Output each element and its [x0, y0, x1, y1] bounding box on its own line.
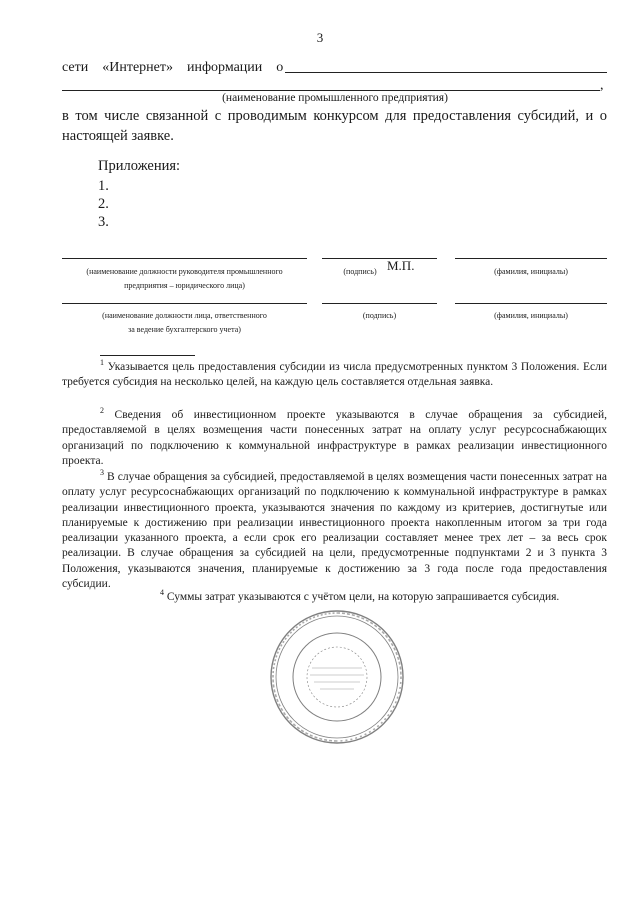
- position-line-2: [62, 303, 307, 304]
- caption-line: за ведение бухгалтерского учета): [128, 325, 241, 334]
- caption-line: (наименование должности руководителя промышленного: [86, 267, 283, 276]
- name-caption-1: (фамилия, инициалы): [494, 267, 568, 276]
- name-line-1: [455, 258, 607, 259]
- intro-word: «Интернет»: [102, 60, 173, 75]
- company-name-blank-1: [285, 60, 607, 73]
- intro-comma: ,: [600, 78, 604, 93]
- footnote-mark: 3: [100, 468, 104, 477]
- intro-word: информации: [186, 60, 263, 75]
- position-caption-1: [62, 265, 307, 293]
- footnote-text: Указывается цель предоставления субсидии из числа предусмотренных пунктом 3 Положения. Если требуется субсидия на несколько целей, на каждую цель составляется отдельная заявка.: [62, 361, 607, 389]
- footnote-1: [62, 360, 607, 391]
- footnote-2: [62, 408, 607, 469]
- attachments-title: Приложения:: [98, 158, 181, 174]
- footnote-4: [62, 590, 607, 605]
- company-name-blank-2: [62, 84, 600, 91]
- attachment-item: 2.: [98, 196, 109, 212]
- signature-caption-1: (подпись): [343, 267, 377, 276]
- footnote-3: [62, 470, 607, 592]
- company-name-caption: (наименование промышленного предприятия): [222, 92, 448, 104]
- footnote-text: Сведения об инвестиционном проекте указываются в случае обращения за субсидией, предоставляемой в целях возмещения части понесенных затрат на оплату услуг ресурсоснабжающих организаций по подключению к коммунальной инфраструктуре в рамках реализации инвестиционного проекта.: [62, 409, 607, 467]
- footnote-mark: 4: [160, 588, 164, 597]
- footnote-text: В случае обращения за субсидией, предоставляемой в целях возмещения части понесенных затрат на оплату услуг ресурсоснабжающих организаций по подключению к коммунальной инфраструктуре в рамках реализации инвестиционного проекта, указываются значения по каждому из критериев, достигнутые или планируемые к достижению при реализации инвестиционного проекта накопленным итогом за три года реализации указанного проекта, а если срок его реализации составляет менее трех лет – за весь срок реализации. В случае обращения за субсидией на цели, предусмотренные подпунктами 2 и 3 пункта 3 Положения, указываются значения, планируемые к достижению за 3 года после года предоставления субсидии.: [62, 471, 607, 591]
- official-seal: [268, 608, 406, 746]
- intro-word: о: [276, 60, 284, 75]
- stamp-place-label: М.П.: [387, 258, 415, 273]
- footnote-separator: [100, 355, 195, 356]
- page-number: 3: [316, 30, 324, 45]
- position-caption-2: [62, 309, 307, 337]
- intro-line-1: [62, 60, 607, 76]
- caption-line: (наименование должности лица, ответственного: [102, 311, 267, 320]
- footnote-text: Суммы затрат указываются с учётом цели, на которую запрашивается субсидия.: [166, 591, 560, 603]
- attachment-item: 1.: [98, 178, 109, 194]
- footnote-mark: 1: [100, 358, 104, 367]
- name-caption-2: (фамилия, инициалы): [494, 311, 568, 320]
- attachment-item: 3.: [98, 214, 109, 230]
- caption-line: предприятия – юридического лица): [124, 281, 245, 290]
- signature-line-1: [322, 258, 437, 259]
- intro-word: сети: [62, 60, 89, 75]
- intro-paragraph: в том числе связанной с проводимым конкурсом для предоставления субсидий, и о настоящей заявке.: [62, 108, 607, 144]
- signature-line-2: [322, 303, 437, 304]
- position-line-1: [62, 258, 307, 259]
- footnote-mark: 2: [100, 406, 104, 415]
- signature-caption-2: (подпись): [362, 311, 397, 320]
- name-line-2: [455, 303, 607, 304]
